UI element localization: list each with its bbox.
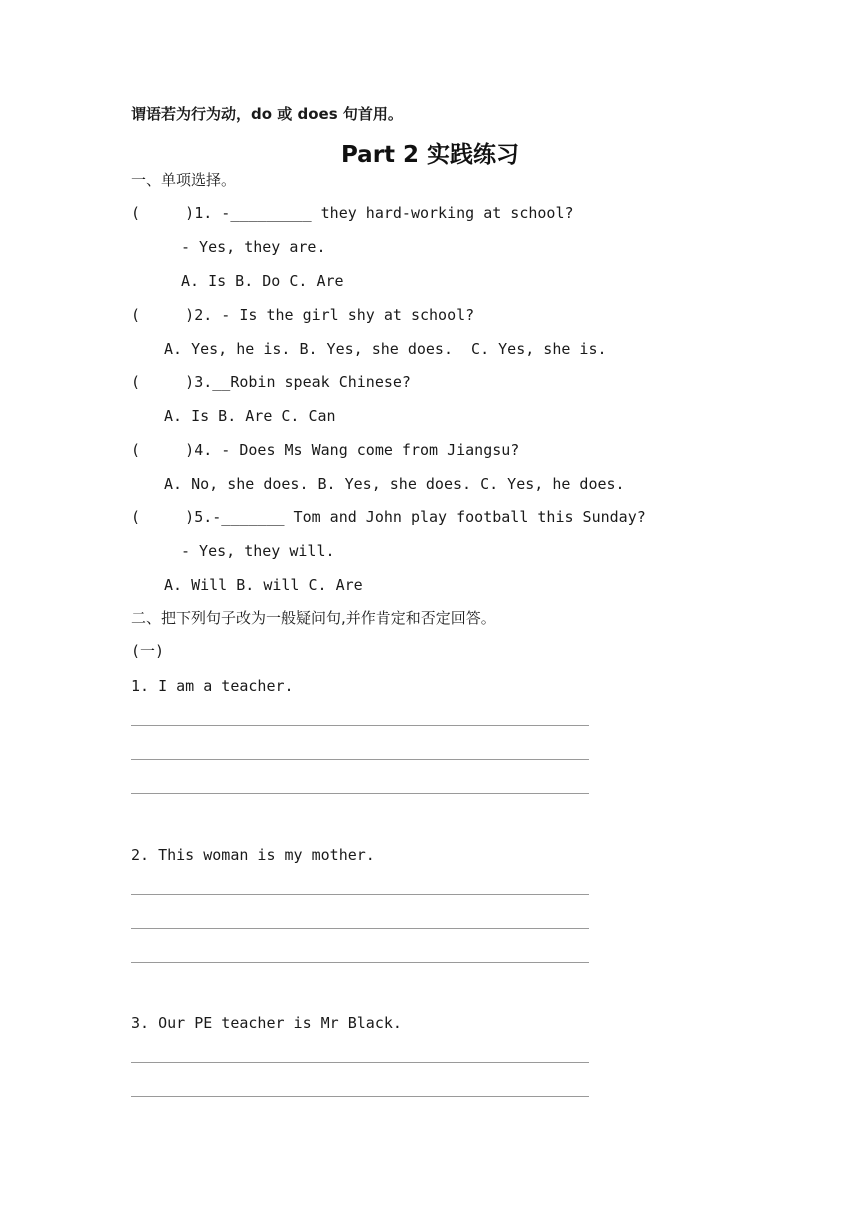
question-5-stem: ( )5.-_______ Tom and John play football this Sunday? bbox=[131, 508, 646, 526]
question-1-reply: - Yes, they are. bbox=[181, 238, 326, 256]
section1-heading: 一、单项选择。 bbox=[131, 171, 237, 189]
question-5-options: A. Will B. will C. Are bbox=[164, 576, 363, 594]
grammar-note: 谓语若为行为动，do 或 does 句首用。 bbox=[131, 105, 403, 123]
question-1-options: A. Is B. Do C. Are bbox=[181, 272, 344, 290]
sentence-3: 3. Our PE teacher is Mr Black. bbox=[131, 1014, 402, 1032]
question-2-stem: ( )2. - Is the girl shy at school? bbox=[131, 306, 475, 324]
question-3-stem: ( )3.__Robin speak Chinese? bbox=[131, 373, 411, 391]
answer-line bbox=[131, 725, 589, 726]
answer-line bbox=[131, 1096, 589, 1097]
page-title: Part 2 实践练习 bbox=[340, 142, 520, 168]
sentence-2: 2. This woman is my mother. bbox=[131, 846, 375, 864]
section2-part-label: (一) bbox=[131, 642, 165, 660]
sentence-1: 1. I am a teacher. bbox=[131, 677, 294, 695]
question-3-options: A. Is B. Are C. Can bbox=[164, 407, 336, 425]
section2-heading: 二、把下列句子改为一般疑问句,并作肯定和否定回答。 bbox=[131, 609, 496, 627]
answer-line bbox=[131, 962, 589, 963]
question-1-stem: ( )1. -_________ they hard-working at school? bbox=[131, 204, 574, 222]
answer-line bbox=[131, 759, 589, 760]
question-4-options: A. No, she does. B. Yes, she does. C. Yes, he does. bbox=[164, 475, 625, 493]
answer-line bbox=[131, 1062, 589, 1063]
question-2-options: A. Yes, he is. B. Yes, she does. C. Yes, she is. bbox=[164, 340, 607, 358]
answer-line bbox=[131, 793, 589, 794]
question-4-stem: ( )4. - Does Ms Wang come from Jiangsu? bbox=[131, 441, 520, 459]
answer-line bbox=[131, 894, 589, 895]
question-5-reply: - Yes, they will. bbox=[181, 542, 335, 560]
answer-line bbox=[131, 928, 589, 929]
